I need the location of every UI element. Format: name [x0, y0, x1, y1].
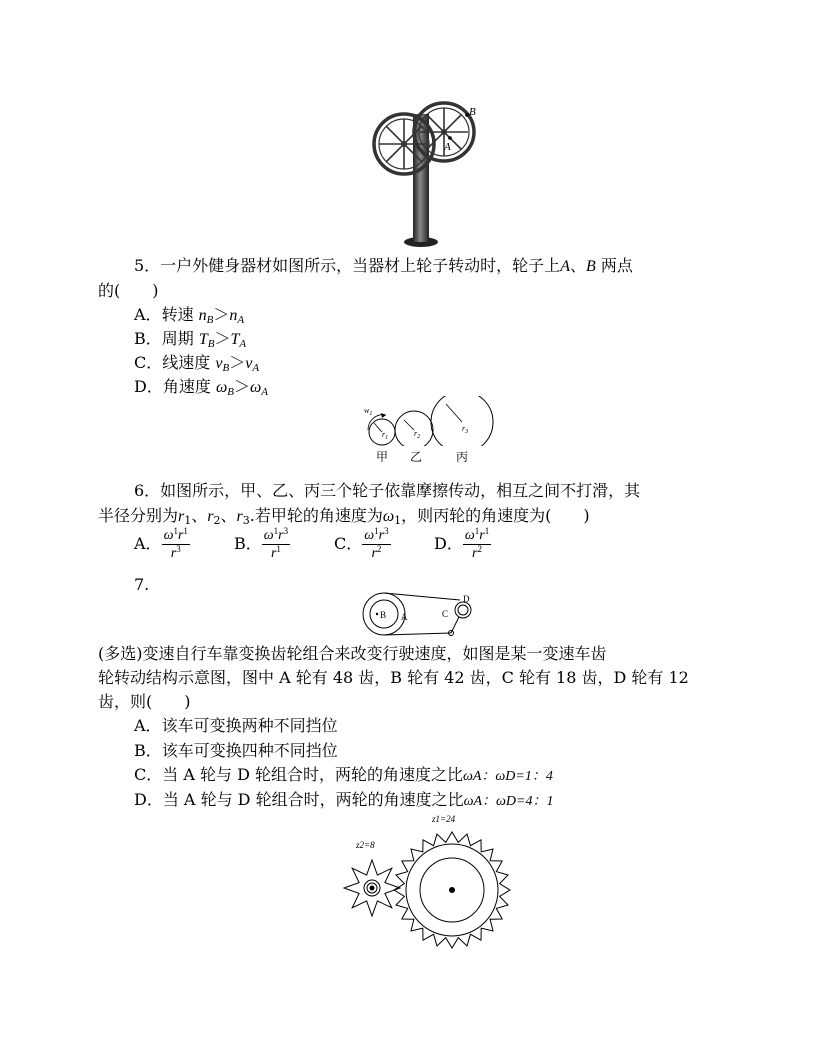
q5-stem-line2: 的( ) — [98, 281, 159, 300]
r3-label: r — [462, 424, 466, 433]
q5-option-c[interactable]: C．线速度 $v_B>v_A$ — [134, 353, 260, 374]
gear-c-label: C — [442, 609, 449, 619]
q6-options — [134, 528, 534, 570]
gear-d-label: D — [463, 594, 470, 604]
svg-text:r2: $r_2$ — [414, 429, 421, 440]
q6-option-a[interactable]: A． $\frac{\omega^1r^1}{r^3}$ — [134, 526, 188, 561]
q7-stem-line1: (多选)变速自行车靠变换齿轮组合来改变行驶速度，如图是某一变速车齿 — [98, 644, 607, 663]
meshing-gears-figure — [336, 810, 516, 952]
q6-stem-line1: 6．如图所示，甲、乙、丙三个轮子依靠摩擦传动，相互之间不打滑，其 — [134, 481, 641, 500]
yi-label: 乙 — [410, 450, 423, 464]
q7-stem-line2: 轮转动结构示意图，图中 A 轮有 48 齿，B 轮有 42 齿，C 轮有 18 齿，D 轮有 12 — [98, 668, 689, 687]
q5-stem-line1: 5．一户外健身器材如图所示，当器材上轮子转动时，轮子上A、B 两点 — [134, 256, 633, 275]
q5-option-b[interactable]: B．周期 $T_B>T_A$ — [134, 329, 247, 350]
q7-option-b[interactable]: B．该车可变换四种不同挡位 — [134, 741, 338, 760]
q6-option-b[interactable]: B． $\frac{\omega^1r^3}{r^1}$ — [234, 526, 289, 561]
r2-label: r — [414, 429, 418, 438]
q5-option-a[interactable]: A．转速 $n_B>n_A$ — [134, 305, 245, 326]
z1-label: z1=24 — [432, 814, 456, 824]
q6-option-d[interactable]: D． $\frac{\omega^1r^1}{r^2}$ — [434, 526, 490, 561]
q6-stem-line2: 半径分别为$r_1$、$r_2$、$r_3$.若甲轮的角速度为$\omega_1$，则丙轮的角速度为( ) — [98, 506, 590, 527]
gear-b-label: B — [380, 610, 387, 620]
gear-a-label: A — [401, 612, 408, 622]
point-b-label: B — [469, 106, 476, 118]
svg-text:w1: $w_1$ — [364, 406, 373, 417]
bicycle-gear-figure — [350, 592, 480, 642]
jia-label: 甲 — [376, 450, 389, 464]
q7-option-a[interactable]: A．该车可变换两种不同挡位 — [134, 716, 338, 735]
svg-text:r1: $r_1$ — [382, 430, 389, 441]
q7-option-d[interactable]: D．当 A 轮与 D 轮组合时，两轮的角速度之比ωA：ωD=4：1 — [134, 790, 554, 809]
r1-label: r — [382, 430, 386, 439]
z2-label: z2=8 — [356, 840, 375, 850]
point-a-label: A — [444, 141, 451, 153]
bing-label: 丙 — [456, 450, 469, 464]
three-wheels-figure — [360, 396, 496, 446]
w1-label: w — [364, 406, 370, 415]
fitness-equipment-figure — [366, 98, 486, 250]
q7-stem-line3: 齿，则( ) — [98, 692, 191, 711]
q7-number: 7. — [134, 575, 150, 594]
q5-option-d[interactable]: D．角速度 $\omega_B>\omega_A$ — [134, 377, 269, 398]
q7-option-c[interactable]: C．当 A 轮与 D 轮组合时，两轮的角速度之比ωA：ωD=1：4 — [134, 765, 553, 784]
q6-option-c[interactable]: C． $\frac{\omega^1r^3}{r^2}$ — [334, 526, 389, 561]
svg-text:r3: $r_3$ — [462, 424, 469, 435]
